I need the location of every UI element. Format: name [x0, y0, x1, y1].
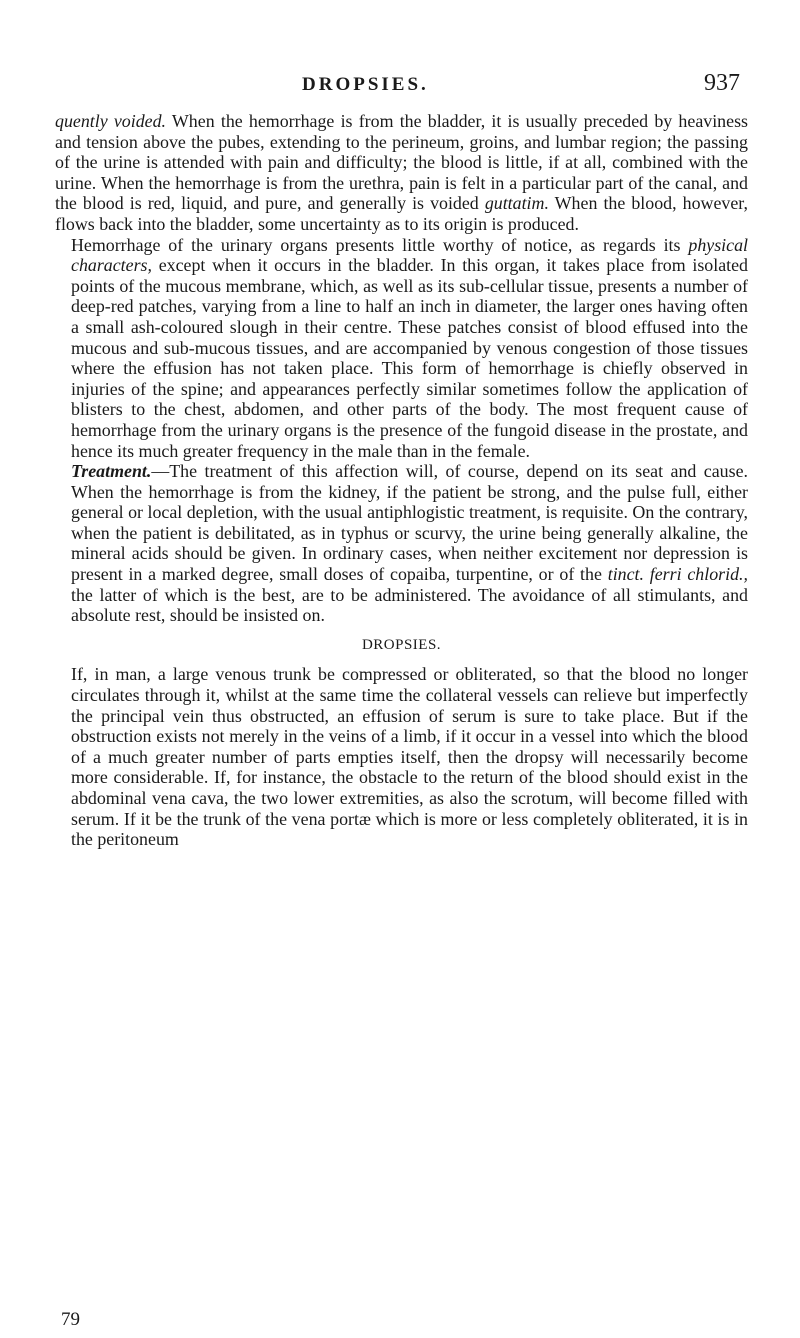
running-title: DROPSIES.: [302, 74, 429, 95]
body-text: [55, 111, 748, 850]
paragraph-text: If, in man, a large venous trunk be compressed or obliterated, so that the blood no longer circulates through it, whilst at the same time the collateral vessels can relieve but imperfectly the principal vein thus obstructed, an effusion of serum is sure to take place. But if the obstruction exists not merely in the veins of a limb, if it occur in a vessel into which the blood of a much greater number of parts empties itself, then the dropsy will necessarily become more considerable. If, for instance, the obstacle to the return of the blood should exist in the abdominal vena cava, the two lower extremities, as also the scrotum, will become filled with serum. If it be the trunk of the vena portæ which is more or less completely obliterated, it is in the peritoneum: [71, 664, 748, 850]
paragraph-text: When the blood, however, flows back into the bladder, some uncertainty as to its origin is produced.: [55, 193, 748, 234]
signature-mark: 79: [61, 1309, 80, 1330]
running-header: [0, 70, 800, 104]
paragraph-physical-characters: [71, 235, 748, 462]
italic-term: physical characters,: [71, 234, 748, 276]
treatment-heading: Treatment.: [71, 461, 152, 482]
paragraph-text: When the hemorrhage is from the bladder, it is usually preceded by heaviness and tension above the pubes, extending to the perineum, groins, and lumbar region; the passing of the urine is attended with pain and difficulty; the blood is little, if at all, combined with the urine. When the hemorrhage is from the urethra, pain is felt in a particular part of the canal, and the blood is red, liquid, and pure, and generally is voided: [55, 111, 748, 214]
paragraph-treatment: [71, 461, 748, 626]
page-number: 937: [704, 70, 740, 96]
italic-term: tinct. ferri chlorid.,: [607, 564, 748, 585]
paragraph-hematuria-signs: [55, 111, 748, 235]
paragraph-text: —The treatment of this affection will, of course, depend on its seat and cause. When the hemorrhage is from the kidney, if the patient be strong, and the pulse full, either general or local depletion, with the usual antiphlogistic treatment, is requisite. On the contrary, when the patient is debilitated, as in typhus or scurvy, the urine being generally alkaline, the mineral acids should be given. In ordinary cases, when neither excitement nor depression is present in a marked degree, small doses of copaiba, turpentine, or of the: [71, 461, 748, 585]
italic-term: guttatim.: [484, 193, 549, 214]
paragraph-text: the latter of which is the best, are to be administered. The avoidance of all stimulants, and absolute rest, should be insisted on.: [71, 584, 748, 626]
paragraph-text: except when it occurs in the bladder. In this organ, it takes place from isolated points of the mucous membrane, which, as well as its sub-cellular tissue, presents a number of deep-red patches, varying from a line to half an inch in diameter, the larger ones having often a small ash-coloured slough in their centre. These patches consist of blood effused into the mucous and sub-mucous tissues, and are accompanied by venous congestion of those tissues where the effusion has not taken place. This form of hemorrhage is chiefly observed in injuries of the spine; and appearances perfectly similar sometimes follow the application of blisters to the chest, abdomen, and other parts of the body. The most frequent cause of hemorrhage from the urinary organs is the presence of the fungoid disease in the prostate, and hence its much greater frequency in the male than in the female.: [71, 255, 748, 461]
italic-lead: quently voided.: [55, 111, 167, 131]
section-heading-dropsies: DROPSIES.: [361, 636, 442, 653]
paragraph-dropsies: [71, 664, 748, 849]
paragraph-text: Hemorrhage of the urinary organs presents little worthy of notice, as regards its: [71, 234, 689, 255]
